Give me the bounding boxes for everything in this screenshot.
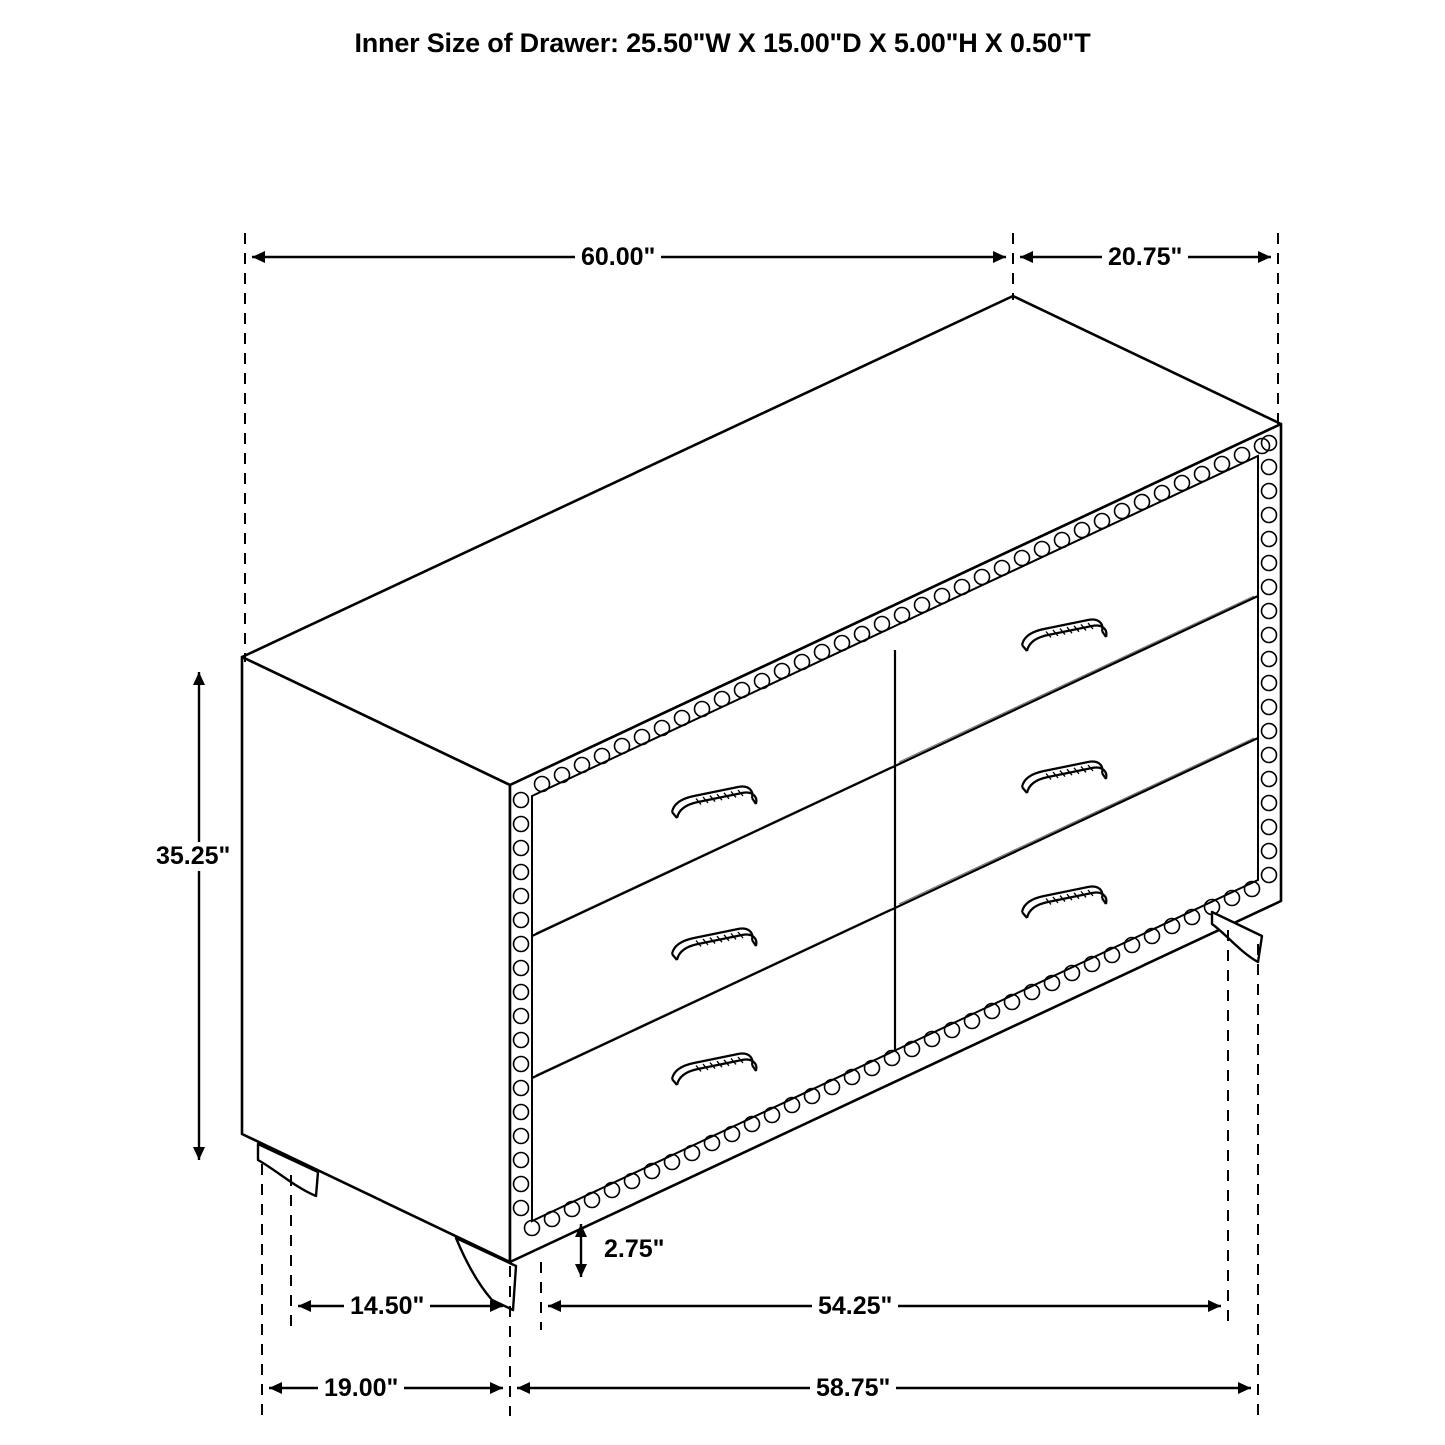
- page-title: Inner Size of Drawer: 25.50"W X 15.00"D X 5.00"H X 0.50"T: [354, 28, 1091, 58]
- dresser-body: [242, 296, 1281, 1262]
- label-base-left-1900: 19.00": [318, 1374, 404, 1403]
- label-height-3525: 35.25": [150, 842, 236, 871]
- label-depth-2075: 20.75": [1102, 243, 1188, 272]
- label-leg-offset-1450: 14.50": [344, 1292, 430, 1321]
- label-width-60: 60.00": [575, 243, 661, 272]
- label-legheight-275: 2.75": [598, 1235, 671, 1264]
- label-base-right-5875: 58.75": [810, 1374, 896, 1403]
- label-front-5425: 54.25": [812, 1292, 898, 1321]
